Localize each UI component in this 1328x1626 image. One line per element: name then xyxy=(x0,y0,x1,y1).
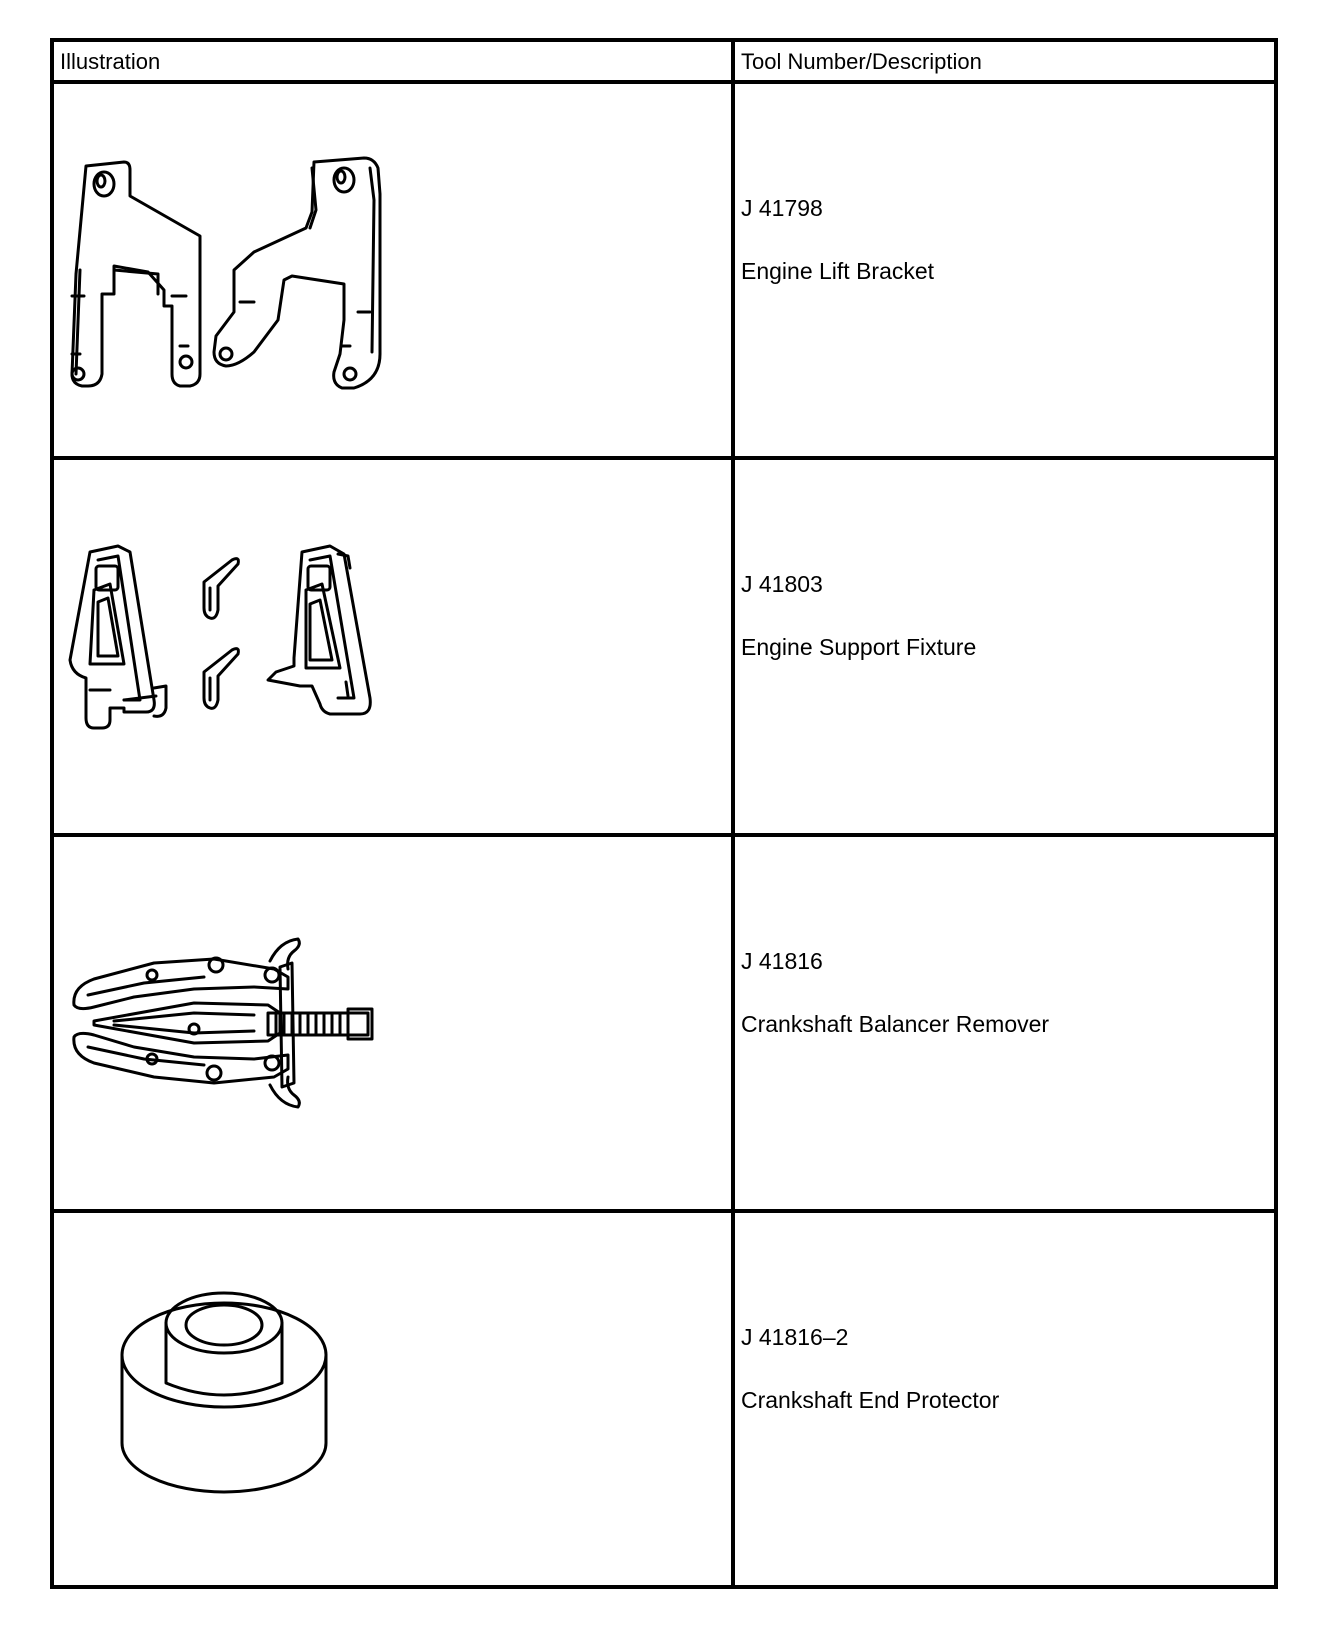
table-row xyxy=(52,835,1276,1211)
table-row xyxy=(52,82,1276,458)
tool-description-cell xyxy=(733,458,1276,834)
tool-description: Engine Lift Bracket xyxy=(741,258,935,285)
header-tool-number-description: Tool Number/Description xyxy=(733,40,1276,82)
table-row xyxy=(52,458,1276,834)
tool-table xyxy=(50,38,1278,1589)
tool-number: J 41816 xyxy=(741,947,823,974)
tool-description: Crankshaft Balancer Remover xyxy=(741,1010,1050,1037)
tool-description-cell xyxy=(733,1211,1276,1587)
header-illustration: Illustration xyxy=(52,40,733,82)
engine-support-fixture-icon xyxy=(54,460,724,825)
tool-description-cell xyxy=(733,82,1276,458)
illustration-cell xyxy=(52,458,733,834)
illustration-cell xyxy=(52,82,733,458)
crankshaft-balancer-remover-icon xyxy=(54,837,724,1202)
tool-number: J 41798 xyxy=(741,195,823,222)
table-header-row xyxy=(52,40,1276,82)
tool-description: Crankshaft End Protector xyxy=(741,1386,1000,1413)
table-row xyxy=(52,1211,1276,1587)
illustration-cell xyxy=(52,1211,733,1587)
tool-description-cell xyxy=(733,835,1276,1211)
engine-lift-bracket-icon xyxy=(54,84,724,449)
tool-number: J 41803 xyxy=(741,571,823,598)
tool-description: Engine Support Fixture xyxy=(741,634,977,661)
illustration-cell xyxy=(52,835,733,1211)
tool-number: J 41816–2 xyxy=(741,1323,849,1350)
crankshaft-end-protector-icon xyxy=(54,1213,724,1578)
